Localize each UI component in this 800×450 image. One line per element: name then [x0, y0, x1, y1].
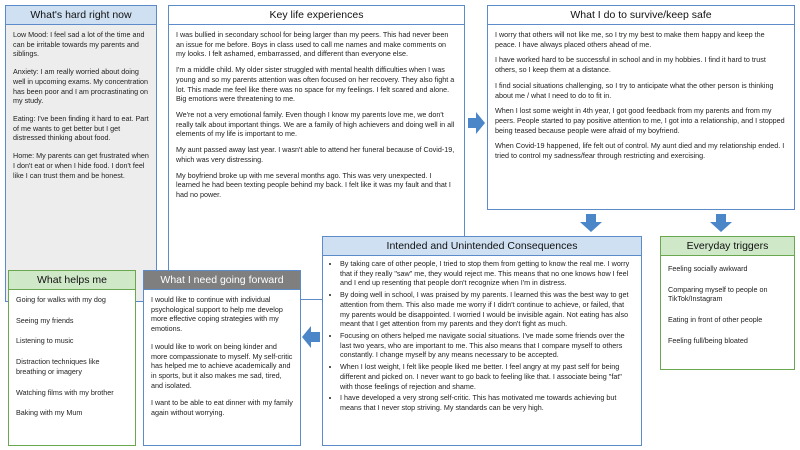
life-paragraph: I was bullied in secondary school for being larger than my peers. This had never been an issue for me before. Boys in class used to call me names and make comments on my looks. I felt ashamed, embarrassed, and different than everyone else.	[176, 30, 449, 59]
key-life-experiences-body	[169, 25, 464, 211]
everyday-triggers-box	[660, 236, 795, 370]
trigger-item: Eating in front of other people	[668, 315, 763, 325]
consequences-list	[330, 259, 634, 413]
hard-paragraph: Anxiety: I am really worried about doing well in upcoming exams. My concentration has been poor and I am procrastinating on my study.	[13, 67, 149, 106]
help-item: Distraction techniques like breathing or imagery	[16, 357, 100, 376]
hard-paragraph: Low Mood: I feel sad a lot of the time and can be irritable towards my parents and siblings.	[13, 30, 145, 59]
hard-paragraph: Home: My parents can get frustrated when I don't eat or when I hide food. I don't feel like I can trust them and be honest.	[13, 151, 149, 180]
whats-hard-box	[5, 5, 157, 302]
key-life-experiences-title: Key life experiences	[169, 6, 464, 25]
survive-paragraph: I have worked hard to be successful in school and in my hobbies. I find it hard to trust others, so I keep them at a distance.	[495, 55, 766, 75]
consequences-box	[322, 236, 642, 446]
survive-paragraph: When I lost some weight in 4th year, I got good feedback from my parents and from my peers. People started to pay positive attention to me, I got into a relationship, and I stopped being teased because people were afraid of my boyfriend.	[495, 106, 785, 135]
life-paragraph: We're not a very emotional family. Even though I know my parents love me, we don't really talk about important things. We are a family of high achievers and doing well in all elements of my life is important to me.	[176, 110, 455, 139]
consequence-item: • Focusing on others helped me navigate social situations. I've made some friends over the last two years, who are important to me. This also means that I compare myself to others constantly. I change myself by any means necessary to be accepted.	[340, 331, 634, 360]
trigger-item: Comparing myself to people on TikTok/Instagram	[668, 284, 768, 304]
everyday-triggers-body	[661, 256, 794, 362]
survive-paragraph: I worry that others will not like me, so I try my best to make them happy and keep the peace. I have always placed others ahead of me.	[495, 30, 765, 49]
what-helps-title: What helps me	[9, 271, 135, 290]
life-paragraph: My boyfriend broke up with me several months ago. This was very unexpected. I learned he had been texting people behind my back. I felt like it was my fault and that I had no power.	[176, 170, 451, 200]
arrow-down-icon	[710, 214, 732, 232]
life-paragraph: I'm a middle child. My older sister struggled with mental health difficulties when I was young and so my parents attention was often focused on her recovery. They also fight a lot. This made me feel like there was no space for my feelings. I felt scared and alone. Big emotions were threatening to me.	[176, 65, 455, 104]
consequences-body	[323, 256, 641, 420]
trigger-item: Feeling socially awkward	[668, 264, 748, 273]
arrow-down-icon	[580, 214, 602, 232]
forward-paragraph: I want to be able to eat dinner with my family again without worrying.	[151, 398, 293, 418]
survive-keep-safe-title: What I do to survive/keep safe	[488, 6, 794, 25]
survive-keep-safe-box	[487, 5, 795, 210]
consequence-item: • When I lost weight, I felt like people liked me better. I feel angry at my past self for being different and picked on. I never want to go back to feeling like that. I associate being "fat" with those feelings of rejection and shame.	[340, 362, 634, 391]
help-item: Going for walks with my dog	[16, 295, 106, 304]
going-forward-box	[143, 270, 301, 446]
forward-paragraph: I would like to continue with individual psychological support to help me develop more effective coping strategies with my emotions.	[151, 295, 283, 334]
help-item: Seeing my friends	[16, 315, 74, 325]
arrow-left-icon	[302, 326, 320, 348]
what-helps-box	[8, 270, 136, 446]
going-forward-body	[144, 290, 300, 431]
trigger-item: Feeling full/being bloated	[668, 335, 748, 345]
help-item: Watching films with my brother	[16, 387, 114, 397]
consequence-item: • I have developed a very strong self-critic. This has motivated me towards achieving but means that I never stop striving. My standards can be very high.	[340, 393, 634, 412]
consequence-item: • By taking care of other people, I tried to stop them from getting to know the real me. I worry that if they really "saw" me, they would reject me. This means that no one knows how I feel and I end up resenting that people don't recognize when I'm in distress.	[340, 259, 634, 288]
survive-keep-safe-body	[488, 25, 794, 172]
everyday-triggers-title: Everyday triggers	[661, 237, 794, 256]
whats-hard-title: What's hard right now	[6, 6, 156, 25]
whats-hard-body	[6, 25, 156, 193]
forward-paragraph: I would like to work on being kinder and more compassionate to myself. My self-critic has helped me to achieve academically and in sports, but it also makes me sad, tired, and isolated.	[151, 341, 293, 390]
survive-paragraph: When Covid-19 happened, life felt out of control. My aunt died and my relationship ended. I tried to control my sadness/fear through restricting and exercising.	[495, 141, 785, 161]
life-paragraph: My aunt passed away last year. I wasn't able to attend her funeral because of Covid-19, which was very distressing.	[176, 145, 455, 164]
consequences-title: Intended and Unintended Consequences	[323, 237, 641, 256]
consequence-item: • By doing well in school, I was praised by my parents. I learned this was the best way to get attention from them. This also made me worry if I didn't continue to achieve, or failed, that my parents would be disappointed. I worried I would be invisible again. Not eating has also meant that I get attention from my parents and they don't fight as much.	[340, 290, 634, 329]
arrow-right-icon	[468, 112, 485, 134]
what-helps-body	[9, 290, 135, 434]
going-forward-title: What I need going forward	[144, 271, 300, 290]
help-item: Listening to music	[16, 336, 74, 346]
survive-paragraph: I find social situations challenging, so I try to anticipate what the other person is thinking about me / what I need to do to fit in.	[495, 80, 774, 100]
help-item: Baking with my Mum	[16, 408, 83, 418]
hard-paragraph: Eating: I've been finding it hard to eat. Part of me wants to get better but I get distressed thinking about food.	[13, 114, 149, 143]
